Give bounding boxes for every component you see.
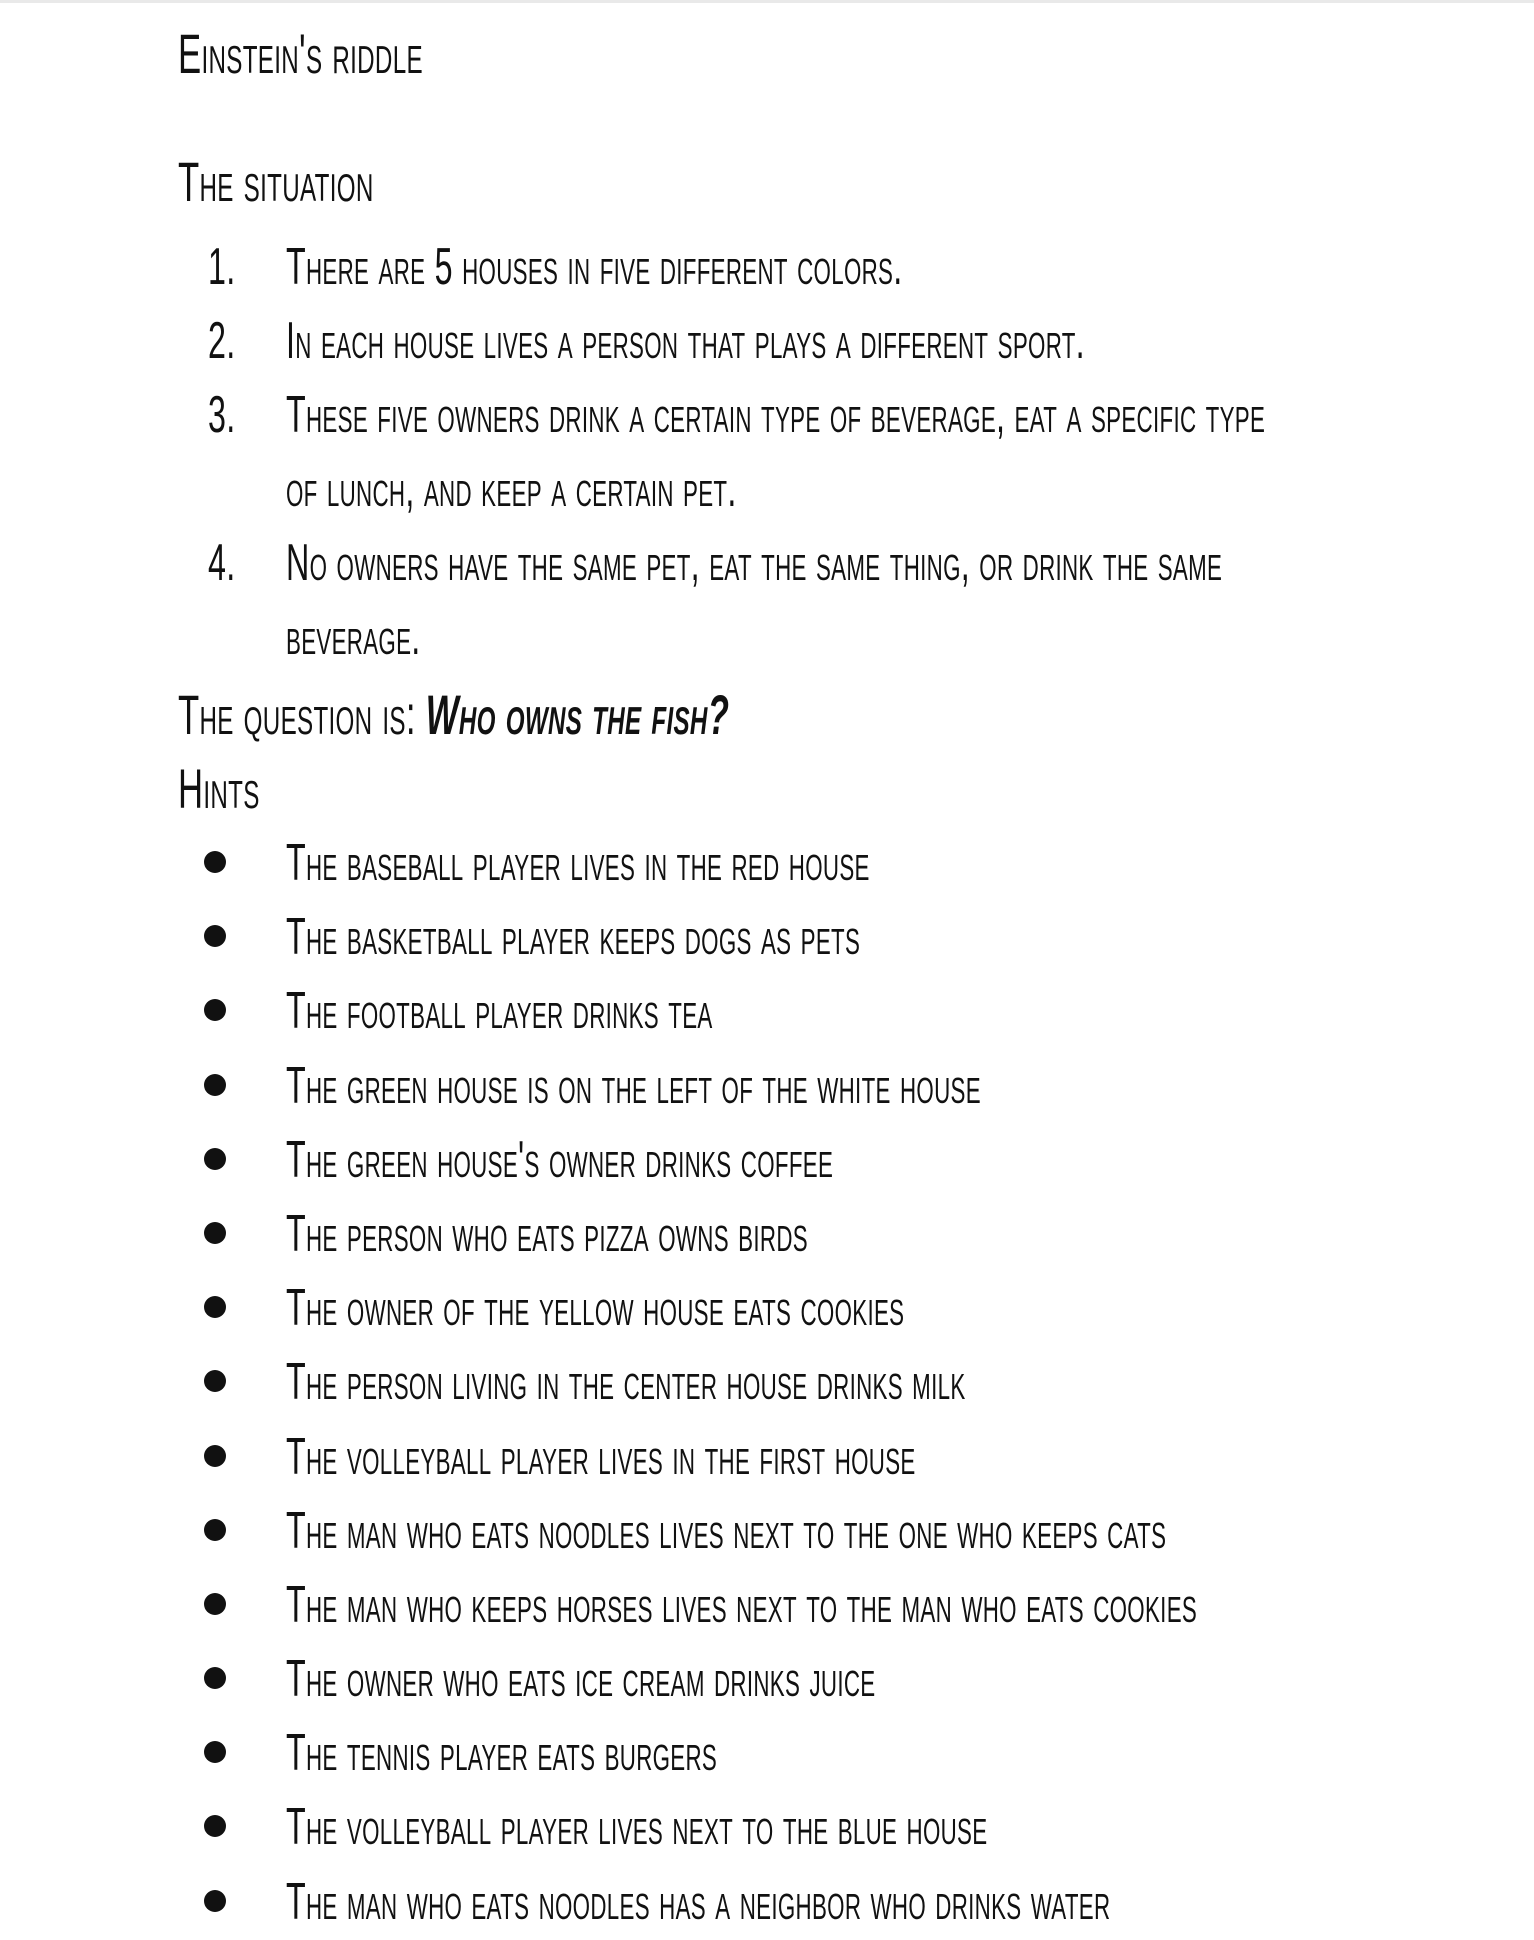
bullet-icon [204, 1074, 226, 1096]
hint-text: The tennis player eats burgers [286, 1724, 718, 1783]
bullet-icon [204, 1445, 226, 1467]
hint-text: The baseball player lives in the red house [286, 834, 870, 892]
bullet-icon [204, 1890, 226, 1912]
bullet-icon [204, 1593, 226, 1615]
top-divider [0, 0, 1534, 3]
hint-text: The owner who eats ice cream drinks juice [286, 1650, 876, 1709]
hints-heading-text: Hints [178, 757, 260, 820]
bullet-icon [204, 1667, 226, 1689]
hint-text: The man who eats noodles has a neighbor who drinks water [286, 1872, 1111, 1931]
bullet-icon [204, 1815, 226, 1837]
hint-text: The man who eats noodles lives next to the one who keeps cats [286, 1501, 1167, 1560]
situation-item-text: There are 5 houses in five different colors. [286, 238, 903, 296]
hint-text: The green house's owner drinks coffee [286, 1130, 834, 1189]
question-line [178, 678, 1067, 752]
bullet-icon [204, 925, 226, 947]
situation-item-number: 4. [208, 534, 236, 592]
bullet-icon [204, 851, 226, 873]
bullet-icon [204, 999, 226, 1021]
situation-item-number: 2. [208, 312, 236, 370]
situation-heading [178, 150, 494, 214]
hint-text: The volleyball player lives in the first house [286, 1427, 916, 1486]
document-title-text: Einstein's riddle [178, 22, 423, 85]
hint-text: The person living in the center house drinks milk [286, 1353, 966, 1412]
hint-text: The volleyball player lives next to the blue house [286, 1798, 988, 1857]
hints-heading [178, 752, 310, 826]
hint-text: The owner of the yellow house eats cookies [286, 1279, 905, 1338]
situation-item-number: 3. [208, 386, 236, 444]
bullet-icon [204, 1741, 226, 1763]
hint-text: The person who eats pizza owns birds [286, 1204, 808, 1263]
bullet-icon [204, 1222, 226, 1244]
question-condensed [178, 678, 729, 752]
bullet-icon [204, 1519, 226, 1541]
hint-text: The man who keeps horses lives next to the man who eats cookies [286, 1575, 1198, 1634]
question-label: The question is: [178, 683, 416, 746]
document-title [178, 22, 573, 86]
hint-text: The green house is on the left of the white house [286, 1056, 981, 1115]
situation-heading-text: The situation [178, 150, 374, 213]
situation-item-text: No owners have the same pet, eat the same thing, or drink the same beverage. [286, 534, 1223, 666]
bullet-icon [204, 1370, 226, 1392]
bullet-icon [204, 1148, 226, 1170]
situation-item-text: These five owners drink a certain type of beverage, eat a specific type of lunch, and keep a certain pet. [286, 386, 1266, 518]
bullet-icon [204, 1296, 226, 1318]
situation-item-number: 1. [208, 238, 236, 296]
question-text: Who owns the fish? [425, 683, 730, 746]
situation-item-text: In each house lives a person that plays a different sport. [286, 312, 1085, 370]
hint-text: The basketball player keeps dogs as pets [286, 908, 861, 967]
hint-text: The football player drinks tea [286, 982, 713, 1041]
